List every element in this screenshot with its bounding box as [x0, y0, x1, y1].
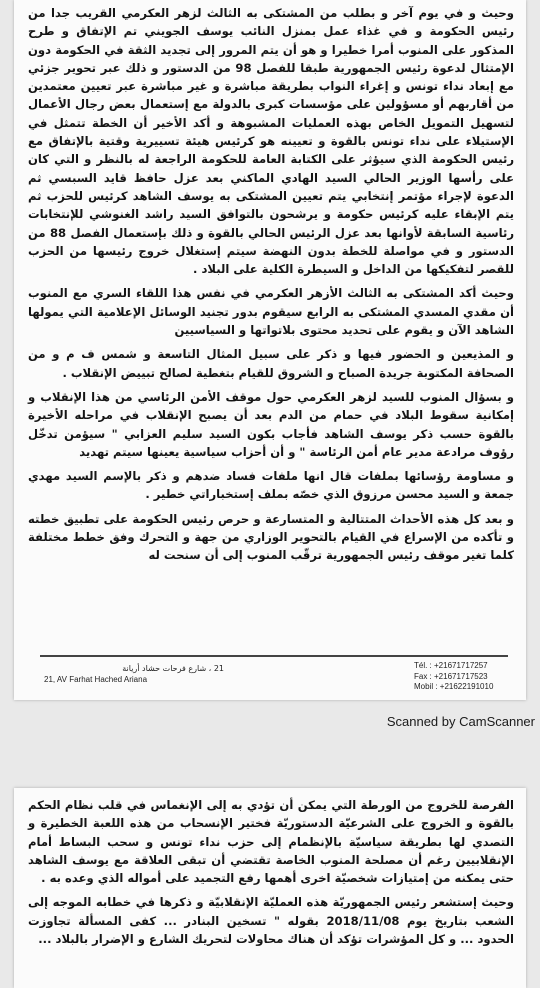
footer-address-arabic: 21 ، شارع فرحات حشاد أريانة — [122, 664, 224, 673]
paragraph-3: و المذيعين و الحضور فيها و ذكر على سبيل المثال التاسعة و شمس ف م و من الصحافة المكتوبة جريدة الصباح و الشروق للقيام بتغطية لصالح تبييض الإنقلاب . — [28, 347, 514, 380]
footer-tel: Tél. : +21671717257 — [414, 661, 488, 670]
paragraph-1: وحيث و في يوم آخر و بطلب من المشتكى به الثالث لزهر العكرمي القريب جدا من رئيس الحكومة و في غذاء عمل بمنزل النائب يوسف الجويني تم الإتفاق و طرح المذكور على المنوب أمرا خطيرا و هو أن يتم المرور إلى تجديد الثقة في الحكومة دون الإمتثال لدعوة رئيس الجمهورية طبقا للفصل 98 من الدستور و ذلك عبر تحوير جزئي مع إبعاد نداء تونس و إغراء النواب بطريقة مباشرة و غير مباشرة عبر تعيين معتمدين من أقاربهم أو مسؤولين على مؤسسات كبرى بالدولة مع إستعمال بعض رجال الأعمال لتسهيل التمويل الخاص بهذه العمليات المشبوهة و أكد الأخير أن الخطة تتمثل في الإستيلاء على نداء تونس بالقوة و تعيينه هو كرئيس هيئة تسييرية وقتية بالإتفاق مع رئيس الحكومة الذي سيؤثر على الكتابة العامة للحكومة الراجعة له بالنظر و التي كان على رأسها الوزير الحالي السيد الهادي الماكني بعد عزل حافظ قايد السبسي ثم الدعوة لإجراء مؤتمر إنتخابي يتم تعيين المشتكى به يوسف الشاهد كرئيس للحزب ثم يتم الإبقاء عليه كرئيس حكومة و يرشحون بالتوافق السيد راشد الغنوشي للإنتخابات رئاسية السابقة لأوانها بعد عزل الرئيس الحالي بالقوة و ذلك بإستعمال الفصل 88 من الدستور و في مواصلة للخطة بدون النهضة سيتم إستغلال خروج رئيسها من الحزب للقصر لتفكيكها من الداخل و السيطرة الكلية على البلاد . — [28, 6, 514, 277]
document-page-2 — [14, 788, 526, 988]
paragraph-5: و مساومة رؤسائها بملفات قال انها ملفات فساد ضدهم و ذكر بالإسم السيد مهدي جمعة و السيد محسن مرزوق الذي خصّه بملف إستخباراتي خطير . — [28, 469, 514, 502]
paragraph-7: الفرصة للخروج من الورطة التي يمكن أن تؤدي به إلى الإنغماس في قلب نظام الحكم بالقوة و الخروج على الشرعيّة الدستوريّة فختير الإنسحاب من هذه اللعبة الخطيرة و التصدي لها بطريقة سياسيّة بالإنظمام إلى حزب نداء تونس و سحب البساط أمام الإنقلابيين رغم أن مصلحة المنوب الخاصة تقتضي أن تبقى العلاقة مع يوسف الشاهد حتى يمكنه من إمتيازات شخصيّة اخرى أهمها رفع التجميد على أمواله الذي وعده به . — [28, 798, 514, 886]
document-page-1 — [14, 0, 526, 700]
paragraph-8: وحيث إستشعر رئيس الجمهوريّة هذه العمليّة الإنقلابيّة و ذكرها في خطابه الموجه إلى الشعب بتاريخ يوم 2018/11/08 بقوله " تسخين البنادر ... كفى المسألة تجاوزت الحدود ... و كل المؤشرات تؤكد أن هناك محاولات لتحريك الشارع و الإضرار بالبلاد ... — [28, 895, 514, 947]
footer-address-latin: 21, AV Farhat Hached Ariana — [44, 675, 148, 684]
paragraph-4: و بسؤال المنوب للسيد لزهر العكرمي حول موقف الأمن الرئاسي من هذا الإنقلاب و إمكانية سقوط البلاد في حمام من الدم بعد أن يصبح الإنقلاب في مراحله الأخيرة بالقوة حسب ذكر يوسف الشاهد فأجاب بكون السيد سليم العزابي " سيؤمن تدخّل رؤوف مرادعة مدير عام أمن الرئاسة " و أن أحزاب سياسية يعينها سيتم تهديد — [28, 389, 514, 459]
paragraph-6: و بعد كل هذه الأحداث المتتالية و المتسارعة و حرص رئيس الحكومة على تطبيق خطته و تأكده من الإسراع في القيام بالتحوير الوزاري من جهة و التحرك وفق خطط مختلفة كلما تغير موقف رئيس الجمهورية ترقّب المنوب إلى أن سنحت له — [28, 511, 514, 563]
footer-address — [44, 663, 224, 685]
page-2-body — [28, 796, 514, 952]
paragraph-2: وحيث أكد المشتكى به الثالث الأزهر العكرمي في نفس هذا اللقاء السري مع المنوب أن مقدي المسدي المشتكى به الرابع سيقوم بدور تجنيد الوسائل الإعلامية التي يمولها الشاهد الآن و يقوم على تحديد محتوى بلاتواتها و السياسيين — [28, 286, 514, 338]
footer-mobile: Mobil : +21622191010 — [414, 682, 494, 691]
footer-fax: Fax : +21671717523 — [414, 671, 488, 681]
footer-divider — [40, 655, 508, 657]
scanner-watermark: Scanned by CamScanner — [386, 714, 535, 729]
footer-contact — [414, 661, 514, 693]
page-1-body — [28, 4, 514, 569]
